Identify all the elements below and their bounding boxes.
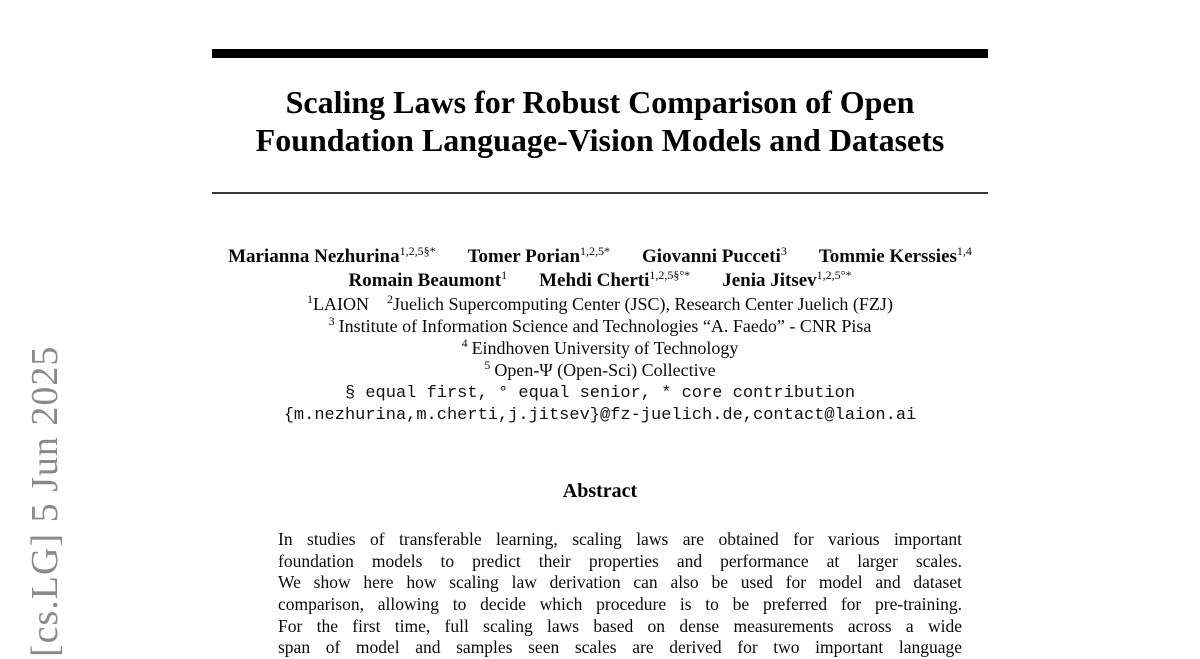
abstract-line: comparison, allowing to decide which procedure is to be preferred for pre-training. xyxy=(278,594,962,615)
author-name: Tomer Porian xyxy=(467,246,581,267)
author-superscript: 1,4 xyxy=(956,244,972,259)
title-rule-top xyxy=(212,49,988,58)
title-rule-bottom xyxy=(212,192,988,194)
abstract-line: In studies of transferable learning, scaling laws are obtained for various important xyxy=(278,529,962,549)
author-name: Tommie Kerssies xyxy=(818,246,957,267)
affiliation-superscript: 5 xyxy=(484,358,491,373)
abstract-line: foundation models to predict their properties and performance at larger scales. xyxy=(278,550,962,571)
affiliation-entry xyxy=(307,293,369,315)
author-superscript: 1,2,5§* xyxy=(399,244,436,259)
affiliation-text: Juelich Supercomputing Center (JSC), Research Center Juelich (FZJ) xyxy=(393,294,893,314)
author-entry xyxy=(468,245,610,269)
email-line: {m.nezhurina,m.cherti,j.jitsev}@fz-juelich.de,contact@laion.ai xyxy=(283,406,917,425)
abstract-line: span of model and samples seen scales are derived for two important language xyxy=(278,637,962,658)
author-entry xyxy=(819,245,972,269)
arxiv-watermark: [cs.LG] 5 Jun 2025 xyxy=(24,345,66,657)
affiliation-superscript: 3 xyxy=(328,314,335,329)
affiliation-entry xyxy=(329,315,872,337)
affiliation-superscript: 1 xyxy=(307,292,314,307)
author-superscript: 1,2,5°* xyxy=(816,268,852,283)
affiliation-superscript: 2 xyxy=(387,292,394,307)
contribution-note: § equal first, ° equal senior, * core contribution xyxy=(344,384,856,403)
affiliation-line-3 xyxy=(112,337,1088,359)
author-entry xyxy=(642,245,787,269)
author-name: Mehdi Cherti xyxy=(539,270,650,291)
affiliation-text: LAION xyxy=(313,294,370,314)
affiliation-superscript: 4 xyxy=(461,336,468,351)
affiliation-line-1 xyxy=(112,293,1088,315)
affiliation-text: Institute of Information Science and Technologies “A. Faedo” - CNR Pisa xyxy=(338,316,872,336)
affiliation-text: Open-Ψ (Open-Sci) Collective xyxy=(494,360,716,380)
author-entry xyxy=(228,245,436,269)
author-name: Romain Beaumont xyxy=(348,270,502,291)
affiliation-block xyxy=(112,293,1088,381)
author-superscript: 1,2,5* xyxy=(580,244,611,259)
author-name: Jenia Jitsev xyxy=(722,270,817,291)
abstract-heading: Abstract xyxy=(562,480,638,502)
author-superscript: 1 xyxy=(501,268,508,283)
author-entry xyxy=(722,269,851,293)
author-name: Marianna Nezhurina xyxy=(228,246,400,267)
paper-title-line2: Foundation Language-Vision Models and Datasets xyxy=(255,122,945,158)
affiliation-line-2 xyxy=(112,315,1088,337)
affiliation-line-4 xyxy=(112,359,1088,381)
affiliation-entry xyxy=(462,337,739,359)
contrib-email-block xyxy=(112,383,1088,427)
author-name: Giovanni Pucceti xyxy=(642,246,781,267)
paper-title xyxy=(212,83,988,159)
author-block xyxy=(112,245,1088,293)
abstract-body xyxy=(278,529,962,659)
affiliation-entry xyxy=(387,293,893,315)
affiliation-text: Eindhoven University of Technology xyxy=(471,338,739,358)
author-superscript: 3 xyxy=(780,244,787,259)
author-row-1 xyxy=(112,245,1088,269)
author-entry xyxy=(539,269,690,293)
abstract-line: For the first time, full scaling laws based on dense measurements across a wide xyxy=(278,615,962,636)
author-entry xyxy=(349,269,508,293)
author-superscript: 1,2,5§°* xyxy=(649,268,691,283)
abstract-line: We show here how scaling law derivation can also be used for model and dataset xyxy=(278,572,962,593)
author-row-2 xyxy=(112,269,1088,293)
paper-title-line1: Scaling Laws for Robust Comparison of Open xyxy=(285,84,915,120)
affiliation-entry xyxy=(484,359,715,381)
